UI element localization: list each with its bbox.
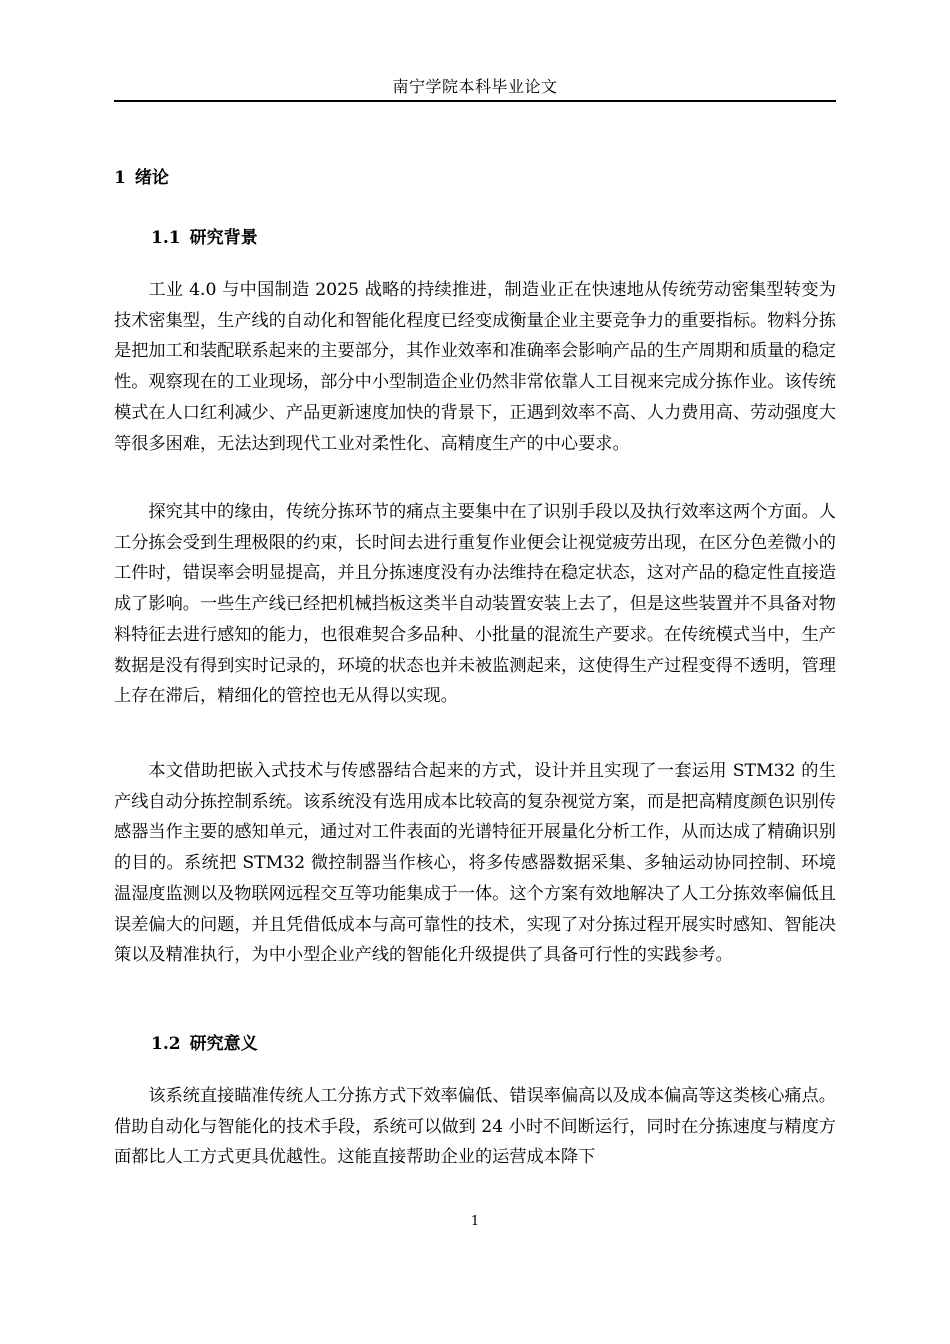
- section-number: 1.1: [151, 228, 181, 248]
- body-paragraph: 本文借助把嵌入式技术与传感器结合起来的方式，设计并且实现了一套运用 STM32 的生产线自动分拣控制系统。该系统没有选用成本比较高的复杂视觉方案，而是把高精度颜色识别传感器当作主要的感知单元，通过对工件表面的光谱特征开展量化分析工作，从而达成了精确识别的目的。系统把 STM32 微控制器当作核心，将多传感器数据采集、多轴运动协同控制、环境温湿度监测以及物联网远程交互等功能集成于一体。这个方案有效地解决了人工分拣效率偏低且误差偏大的问题，并且凭借低成本与高可靠性的技术，实现了对分拣过程开展实时感知、智能决策以及精准执行，为中小型企业产线的智能化升级提供了具备可行性的实践参考。: [114, 761, 836, 966]
- chapter-heading: [114, 167, 169, 189]
- body-paragraph: 工业 4.0 与中国制造 2025 战略的持续推进，制造业正在快速地从传统劳动密集型转变为技术密集型，生产线的自动化和智能化程度已经变成衡量企业主要竞争力的重要指标。物料分拣是把加工和装配联系起来的主要部分，其作业效率和准确率会影响产品的生产周期和质量的稳定性。观察现在的工业现场，部分中小型制造企业仍然非常依靠人工目视来完成分拣作业。该传统模式在人口红利减少、产品更新速度加快的背景下，正遇到效率不高、人力费用高、劳动强度大等很多困难，无法达到现代工业对柔性化、高精度生产的中心要求。: [114, 280, 836, 454]
- section-title: 研究背景: [189, 228, 258, 248]
- chapter-number: 1: [114, 168, 126, 188]
- page-number: 1: [470, 1214, 480, 1229]
- chapter-title: 绪论: [134, 168, 169, 188]
- body-paragraph: 该系统直接瞄准传统人工分拣方式下效率偏低、错误率偏高以及成本偏高等这类核心痛点。借助自动化与智能化的技术手段，系统可以做到 24 小时不间断运行，同时在分拣速度与精度方面都比人工方式更具优越性。这能直接帮助企业的运营成本降下: [114, 1086, 836, 1168]
- page-header: 南宁学院本科毕业论文: [392, 77, 558, 96]
- section-heading-significance: [151, 1033, 258, 1055]
- section-heading-background: [151, 227, 258, 249]
- header-divider: [114, 100, 836, 102]
- section-title: 研究意义: [189, 1034, 258, 1054]
- section-number: 1.2: [151, 1034, 181, 1054]
- body-paragraph: 探究其中的缘由，传统分拣环节的痛点主要集中在了识别手段以及执行效率这两个方面。人工分拣会受到生理极限的约束，长时间去进行重复作业便会让视觉疲劳出现，在区分色差微小的工件时，错误率会明显提高，并且分拣速度没有办法维持在稳定状态，这对产品的稳定性直接造成了影响。一些生产线已经把机械挡板这类半自动装置安装上去了，但是这些装置并不具备对物料特征去进行感知的能力，也很难契合多品种、小批量的混流生产要求。在传统模式当中，生产数据是没有得到实时记录的，环境的状态也并未被监测起来，这使得生产过程变得不透明，管理上存在滞后，精细化的管控也无从得以实现。: [114, 502, 836, 707]
